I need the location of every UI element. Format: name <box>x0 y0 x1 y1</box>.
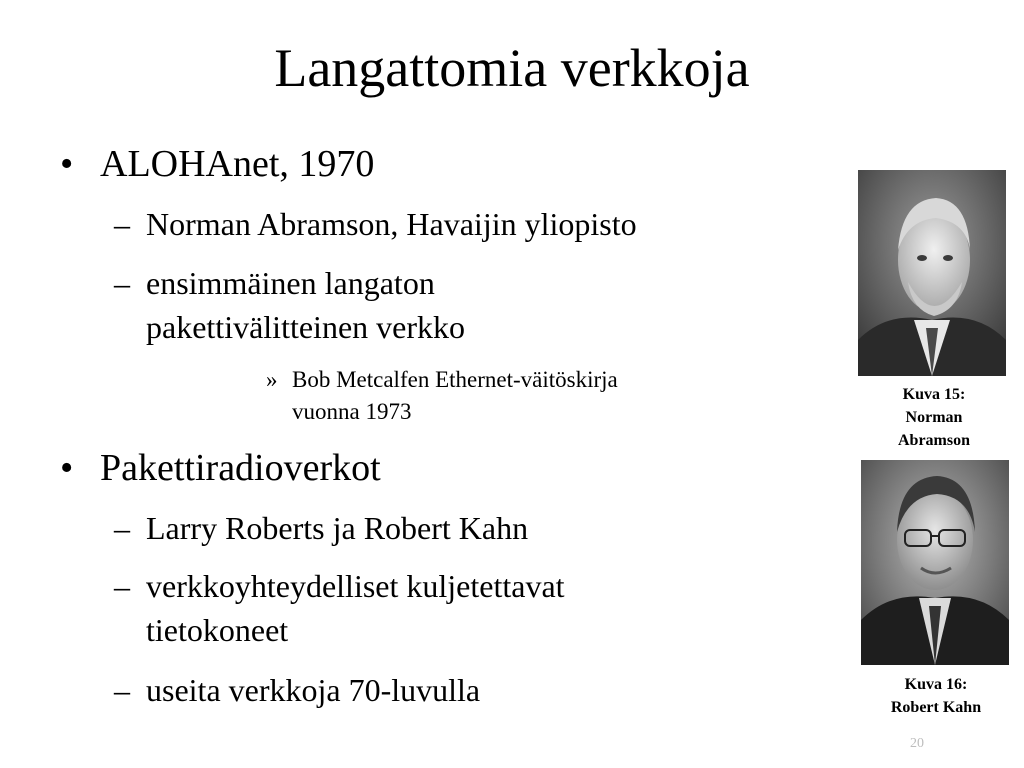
subbullet-many-networks <box>114 668 786 712</box>
kahn-portrait-image <box>861 460 1009 665</box>
note-metcalfe <box>266 364 732 428</box>
caption-line1: Kuva 15: <box>902 386 966 403</box>
dash-marker: – <box>114 510 130 546</box>
subbullet-text: Norman Abramson, Havaijin yliopisto <box>146 206 637 242</box>
note-text-line1: Bob Metcalfen Ethernet-väitöskirja <box>292 367 618 392</box>
subbullet-text-line1: ensimmäinen langaton <box>146 265 435 301</box>
abramson-caption <box>858 383 1010 452</box>
bullet-marker: • <box>60 447 74 489</box>
subbullet-roberts-kahn <box>114 506 786 550</box>
bullet-packet-radio <box>60 446 381 490</box>
subbullet-text: useita verkkoja 70-luvulla <box>146 672 481 708</box>
dash-marker: – <box>114 568 130 604</box>
kahn-photo <box>861 460 1009 665</box>
subbullet-text-line1: verkkoyhteydelliset kuljetettavat <box>146 568 565 604</box>
bullet-text: ALOHAnet, 1970 <box>100 143 375 185</box>
bullet-text: Pakettiradioverkot <box>100 447 381 489</box>
subbullet-text-line2: tietokoneet <box>146 612 289 648</box>
subbullet-abramson <box>114 202 786 246</box>
bullet-marker: • <box>60 143 74 185</box>
caption-line2: Robert Kahn <box>890 699 982 716</box>
subbullet-connected-computers <box>114 564 786 652</box>
caption-line3: Abramson <box>897 432 970 449</box>
subbullet-first-network <box>114 261 786 349</box>
abramson-photo <box>858 170 1006 376</box>
note-text-line2: vuonna 1973 <box>292 399 412 424</box>
kahn-caption <box>858 673 1014 719</box>
subbullet-text-line2: pakettivälitteinen verkko <box>146 309 465 345</box>
slide-title: Langattomia verkkoja <box>274 38 750 98</box>
note-marker: » <box>266 367 278 392</box>
caption-line2: Norman <box>905 409 963 426</box>
dash-marker: – <box>114 265 130 301</box>
abramson-portrait-image <box>858 170 1006 376</box>
subbullet-text: Larry Roberts ja Robert Kahn <box>146 510 529 546</box>
dash-marker: – <box>114 672 130 708</box>
bullet-alohanet <box>60 142 375 186</box>
caption-line1: Kuva 16: <box>904 676 968 693</box>
page-number: 20 <box>910 736 924 751</box>
dash-marker: – <box>114 206 130 242</box>
